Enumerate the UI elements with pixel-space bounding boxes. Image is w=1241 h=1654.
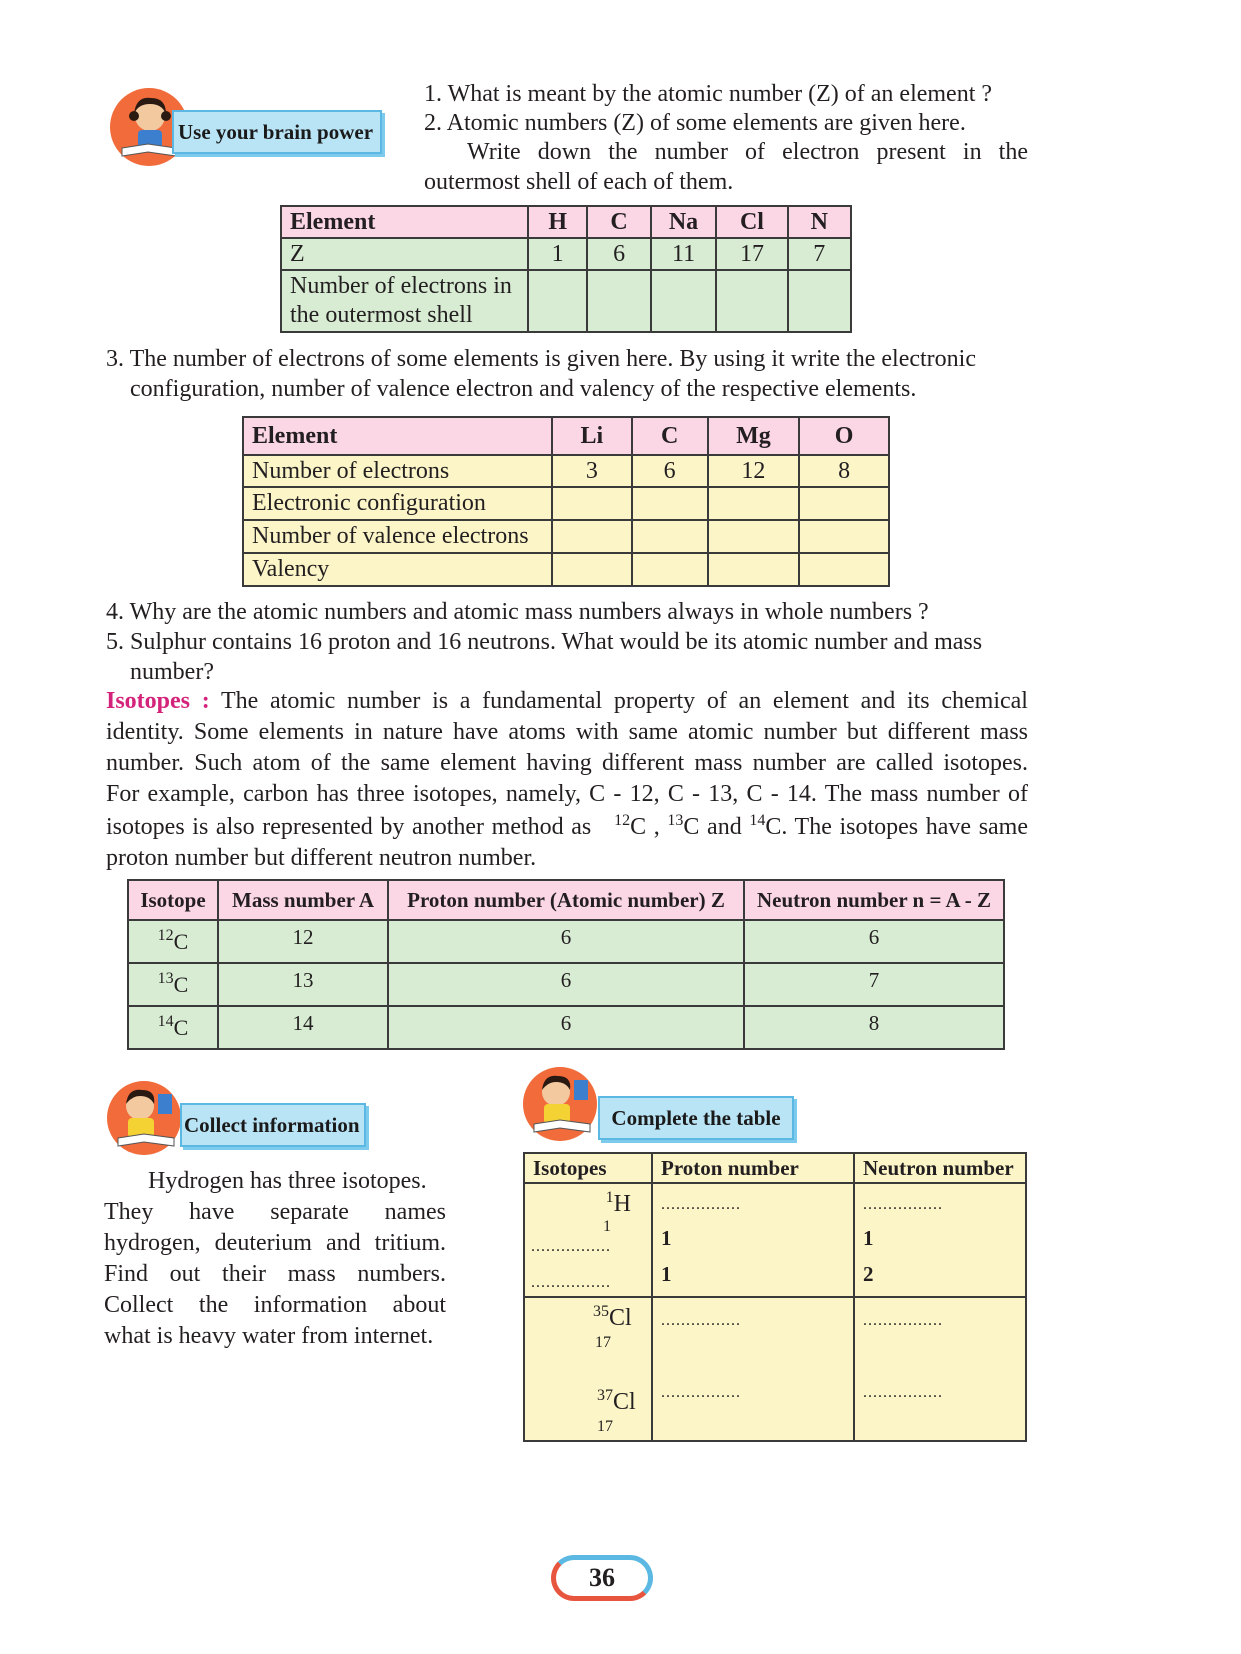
table-row-label: Electronic configuration bbox=[243, 487, 552, 520]
use-your-brain-power-badge bbox=[172, 110, 382, 154]
neutron-number-cell[interactable] bbox=[854, 1183, 1026, 1297]
chlorine-isotopes-cell bbox=[524, 1297, 652, 1441]
isotope-cell: $^{13}$C bbox=[128, 963, 218, 1006]
table-cell: 11 bbox=[651, 238, 717, 270]
table-cell: 1 bbox=[661, 1226, 672, 1250]
table-header: Mass number A bbox=[218, 880, 388, 920]
question-5-cont: number? bbox=[130, 659, 214, 685]
question-1: 1. What is meant by the atomic number (Z) of an element ? bbox=[424, 81, 993, 107]
table-header: Neutron number bbox=[854, 1153, 1026, 1183]
table-cell: 1 bbox=[661, 1262, 672, 1286]
proton-number-cell[interactable] bbox=[652, 1297, 854, 1441]
table-header-o: O bbox=[799, 417, 889, 455]
blank-line: ................ bbox=[863, 1196, 943, 1213]
table-header-element: Element bbox=[243, 417, 552, 455]
blank-line: ................ bbox=[863, 1384, 943, 1401]
isotope-cell: $^{12}$C bbox=[128, 920, 218, 963]
question-2-instruction: Write down the number of electron present in the bbox=[467, 139, 1028, 165]
table-header-c: C bbox=[632, 417, 708, 455]
table-row bbox=[128, 920, 1004, 963]
table-header: Isotope bbox=[128, 880, 218, 920]
table-row bbox=[128, 1006, 1004, 1049]
badge-label: Complete the table bbox=[611, 1105, 781, 1130]
blank-line: ................ bbox=[531, 1274, 611, 1291]
table-cell: 1 bbox=[863, 1226, 874, 1250]
table-header-cl: Cl bbox=[716, 206, 787, 238]
question-2-instruction-cont: outermost shell of each of them. bbox=[424, 169, 734, 195]
table-cell: 13 bbox=[218, 963, 388, 1006]
chlorine-37-symbol: $^{37}$Cl bbox=[597, 1387, 636, 1415]
table-cell[interactable] bbox=[799, 520, 889, 553]
table-cell: 6 bbox=[587, 238, 650, 270]
blank-line: ................ bbox=[661, 1384, 741, 1401]
table-cell: 7 bbox=[744, 963, 1004, 1006]
table-cell[interactable] bbox=[632, 487, 708, 520]
table-row bbox=[128, 963, 1004, 1006]
table-cell: 12 bbox=[218, 920, 388, 963]
badge-label: Collect information bbox=[184, 1112, 360, 1137]
table-cell: 14 bbox=[218, 1006, 388, 1049]
collect-information-badge bbox=[180, 1103, 366, 1147]
table-cell: 6 bbox=[388, 963, 744, 1006]
table-cell[interactable] bbox=[651, 270, 717, 332]
boy-reading-icon bbox=[520, 1066, 602, 1142]
table-header-h: H bbox=[528, 206, 587, 238]
table-cell: 8 bbox=[799, 455, 889, 487]
table-cell[interactable] bbox=[799, 553, 889, 586]
question-2: 2. Atomic numbers (Z) of some elements are given here. bbox=[424, 110, 966, 136]
table-header: Proton number (Atomic number) Z bbox=[388, 880, 744, 920]
table-header-li: Li bbox=[552, 417, 632, 455]
table-cell[interactable] bbox=[788, 270, 851, 332]
complete-the-table-badge bbox=[598, 1096, 794, 1140]
neutron-number-cell[interactable] bbox=[854, 1297, 1026, 1441]
proton-number-cell[interactable] bbox=[652, 1183, 854, 1297]
table-header-mg: Mg bbox=[708, 417, 800, 455]
blank-line: ................ bbox=[531, 1238, 611, 1255]
question-5: 5. Sulphur contains 16 proton and 16 neutrons. What would be its atomic number and mass bbox=[106, 629, 983, 655]
question-4: 4. Why are the atomic numbers and atomic mass numbers always in whole numbers ? bbox=[106, 599, 929, 625]
table-header: Neutron number n = A - Z bbox=[744, 880, 1004, 920]
carbon-isotopes-table bbox=[127, 879, 1005, 1050]
table-cell[interactable] bbox=[708, 487, 800, 520]
atomic-number-table bbox=[280, 205, 852, 333]
question-3-cont: configuration, number of valence electron and valency of the respective elements. bbox=[130, 376, 917, 402]
table-cell[interactable] bbox=[552, 520, 632, 553]
table-cell[interactable] bbox=[799, 487, 889, 520]
table-cell[interactable] bbox=[716, 270, 787, 332]
table-cell: 3 bbox=[552, 455, 632, 487]
table-cell[interactable] bbox=[632, 520, 708, 553]
table-cell: 6 bbox=[632, 455, 708, 487]
table-cell: 1 bbox=[528, 238, 587, 270]
table-cell[interactable] bbox=[587, 270, 650, 332]
table-cell[interactable] bbox=[708, 520, 800, 553]
hydrogen-isotopes-cell[interactable] bbox=[524, 1183, 652, 1297]
boy-reading-icon bbox=[104, 1080, 186, 1156]
table-row-label: Valency bbox=[243, 553, 552, 586]
table-header-n: N bbox=[788, 206, 851, 238]
table-cell: 6 bbox=[388, 1006, 744, 1049]
page-number: 36 bbox=[551, 1555, 653, 1601]
blank-line: ................ bbox=[661, 1196, 741, 1213]
table-header-element: Element bbox=[281, 206, 528, 238]
table-cell: 2 bbox=[863, 1262, 874, 1286]
table-header: Proton number bbox=[652, 1153, 854, 1183]
electron-configuration-table bbox=[242, 416, 890, 587]
hydrogen-atomic-number: 1 bbox=[603, 1218, 611, 1235]
isotopes-term: Isotopes : bbox=[106, 688, 210, 714]
table-row-label: Number of electrons bbox=[243, 455, 552, 487]
table-cell: 7 bbox=[788, 238, 851, 270]
collect-information-text: Hydrogen has three isotopes. They have separate names hydrogen, deuterium and tritium. Find out their mass numbers. Collect the information about what is heavy water from internet. bbox=[104, 1168, 446, 1349]
table-cell: 6 bbox=[388, 920, 744, 963]
complete-isotopes-table bbox=[523, 1152, 1027, 1442]
chlorine-35-symbol: $^{35}$Cl bbox=[593, 1303, 632, 1331]
question-3: 3. The number of electrons of some elements is given here. By using it write the electronic bbox=[106, 346, 976, 372]
table-cell: 6 bbox=[744, 920, 1004, 963]
table-row-label: Z bbox=[281, 238, 528, 270]
chlorine-atomic-number: 17 bbox=[595, 1334, 611, 1351]
table-cell: 8 bbox=[744, 1006, 1004, 1049]
table-header-c: C bbox=[587, 206, 650, 238]
blank-line: ................ bbox=[863, 1312, 943, 1329]
blank-line: ................ bbox=[661, 1312, 741, 1329]
table-cell[interactable] bbox=[632, 553, 708, 586]
table-cell[interactable] bbox=[708, 553, 800, 586]
table-cell: 12 bbox=[708, 455, 800, 487]
table-row-label: Number of electrons in the outermost shell bbox=[281, 270, 528, 332]
table-cell[interactable] bbox=[528, 270, 587, 332]
table-cell: 17 bbox=[716, 238, 787, 270]
hydrogen-symbol: $^1$H bbox=[605, 1189, 631, 1217]
table-cell[interactable] bbox=[552, 487, 632, 520]
table-header: Isotopes bbox=[524, 1153, 652, 1183]
isotope-cell: $^{14}$C bbox=[128, 1006, 218, 1049]
table-header-na: Na bbox=[651, 206, 717, 238]
table-row-label: Number of valence electrons bbox=[243, 520, 552, 553]
badge-label: Use your brain power bbox=[178, 119, 374, 144]
chlorine-atomic-number: 17 bbox=[597, 1418, 613, 1435]
isotopes-paragraph: Isotopes : The atomic number is a fundamental property of an element and its chemical identity. Some elements in nature have atoms with same atomic number but different mass number. Such atom of the same element having different mass number are called isotopes. For example, carbon has three isotopes, namely, C - 12, C - 13, C - 14. The mass number of isotopes is also represented by another method as $^{12}$C , $^{13}$C and $^{14}$C. The isotopes have same proton number but different neutron number. bbox=[106, 688, 1029, 871]
table-cell[interactable] bbox=[552, 553, 632, 586]
